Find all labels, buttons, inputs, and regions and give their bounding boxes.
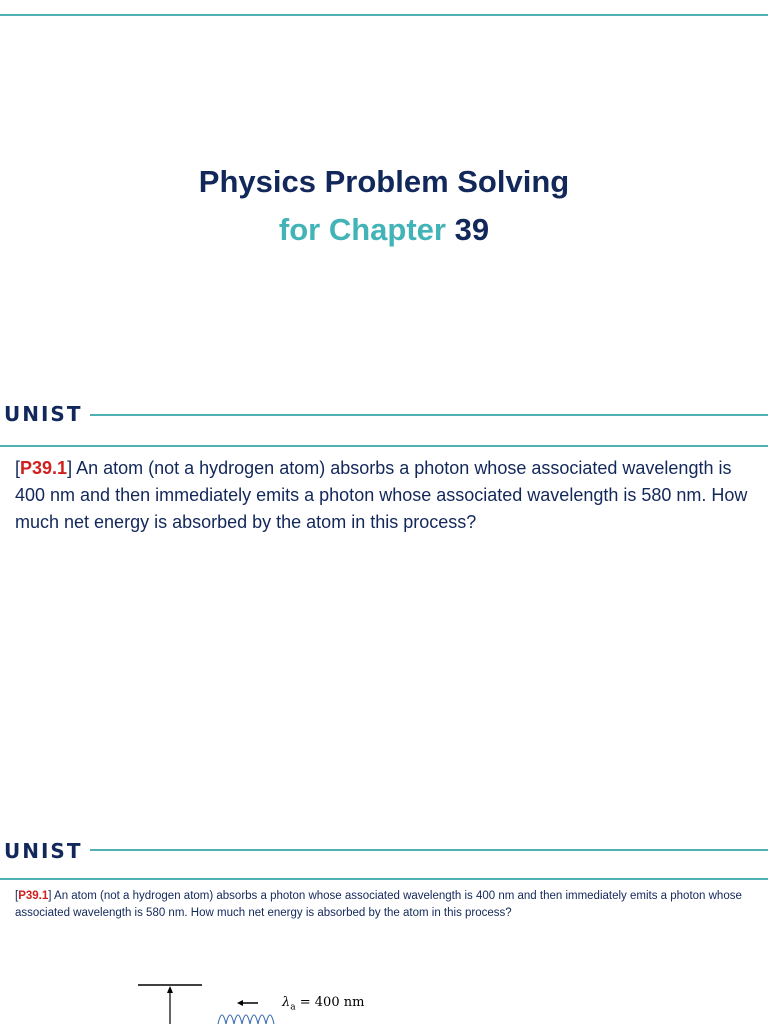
problem-text — [15, 455, 750, 536]
slide-subtitle — [0, 212, 768, 248]
problem-body-small: ] An atom (not a hydrogen atom) absorbs a photon whose associated wavelength is 400 nm and then immediately emits a photon whose associated wavelength is 580 nm. How much net energy is absorbed by the atom in this process? — [15, 890, 742, 919]
header-divider — [90, 414, 768, 416]
problem-open-bracket: [ — [15, 458, 21, 478]
problem-id: P39.1 — [20, 458, 68, 478]
problem-open-bracket-small: [ — [15, 890, 19, 902]
problem-text-small — [15, 888, 755, 922]
photon-arrow-head — [237, 1000, 243, 1006]
lambda-value: = 400 nm — [299, 995, 365, 1010]
unist-logo: UNIST — [4, 402, 83, 426]
problem-body: ] An atom (not a hydrogen atom) absorbs a photon whose associated wavelength is 400 nm and then immediately emits a photon whose associated wavelength is 580 nm. How much net energy is absorbed by the atom in this process? — [15, 458, 748, 532]
top-divider — [0, 14, 768, 16]
header-divider-2 — [90, 849, 768, 851]
unist-logo-2: UNIST — [4, 839, 83, 863]
section-divider — [0, 445, 768, 447]
subtitle-for-chapter: for Chapter — [278, 212, 446, 247]
section-divider-2 — [0, 878, 768, 880]
lambda-subscript: a — [290, 1002, 296, 1013]
energy-level-diagram — [130, 975, 430, 1024]
lambda-symbol: λ — [282, 995, 291, 1010]
slide-title: Physics Problem Solving — [198, 164, 570, 199]
arrow-head — [167, 986, 173, 993]
problem-id-small: P39.1 — [18, 890, 49, 902]
lambda-a-label — [282, 995, 364, 1013]
subtitle-chapter-number: 39 — [454, 212, 490, 247]
photon-wave-icon — [218, 1015, 274, 1024]
